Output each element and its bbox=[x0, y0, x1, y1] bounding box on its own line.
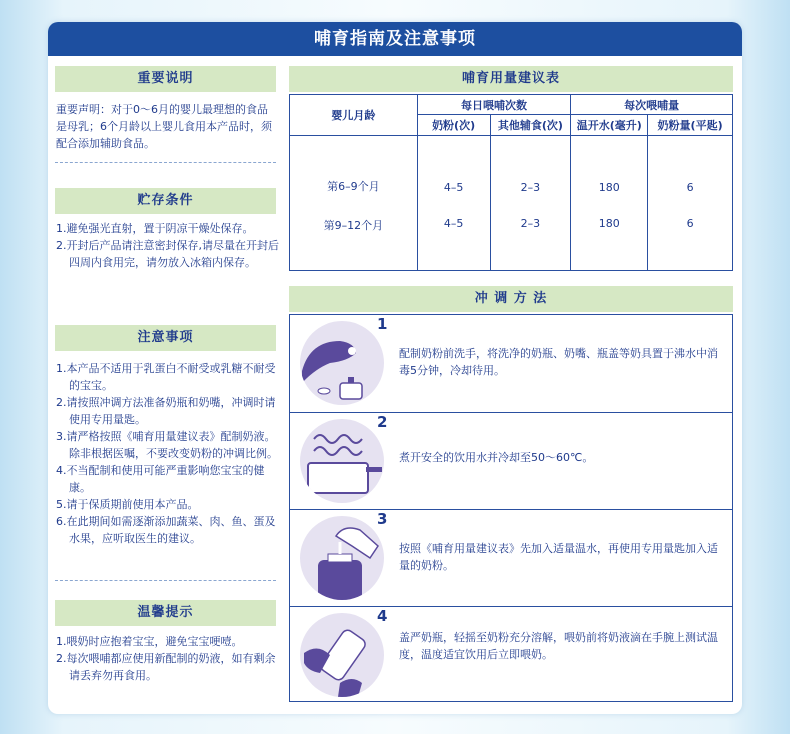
guide-panel bbox=[48, 22, 742, 714]
notes-item: 1.本产品不适用于乳蛋白不耐受或乳糖不耐受的宝宝。 bbox=[56, 362, 276, 392]
notes-item: 3.请严格按照《哺育用量建议表》配制奶液。除非根据医嘱，不要改变奶粉的冲调比例。 bbox=[56, 430, 278, 460]
storage-item: 2.开封后产品请注意密封保存,请尽量在开封后四周内食用完，请勿放入冰箱内保存。 bbox=[56, 239, 279, 269]
notes-item: 6.在此期间如需逐渐添加蔬菜、肉、鱼、蛋及水果，应听取医生的建议。 bbox=[56, 515, 276, 545]
notes-heading: 注意事项 bbox=[55, 325, 276, 351]
important-heading: 重要说明 bbox=[55, 66, 276, 92]
boil-water-illustration bbox=[300, 419, 384, 503]
notes-item: 2.请按照冲调方法准备奶瓶和奶嘴，冲调时请使用专用量匙。 bbox=[56, 396, 276, 426]
step-number: 1 bbox=[377, 315, 388, 333]
prep-step bbox=[290, 315, 732, 412]
storage-heading: 贮存条件 bbox=[55, 188, 276, 214]
shake-bottle-illustration bbox=[300, 613, 384, 697]
notes-item: 4.不当配制和使用可能严重影响您宝宝的健康。 bbox=[56, 464, 265, 494]
prep-steps bbox=[289, 314, 733, 702]
row-age: 第9–12个月 bbox=[290, 204, 418, 270]
row-other: 2–3 bbox=[490, 136, 571, 204]
prep-step bbox=[290, 412, 732, 509]
page-title: 哺育指南及注意事项 bbox=[48, 22, 742, 56]
pour-powder-illustration bbox=[300, 516, 384, 600]
prep-step bbox=[290, 509, 732, 606]
row-milk: 4–5 bbox=[417, 204, 490, 270]
row-other: 2–3 bbox=[490, 204, 571, 270]
col-milk: 奶粉(次) bbox=[417, 115, 490, 136]
row-water: 180 bbox=[571, 136, 648, 204]
step-number: 4 bbox=[377, 607, 388, 625]
row-scoops: 6 bbox=[648, 204, 733, 270]
col-scoops: 奶粉量(平匙) bbox=[648, 115, 733, 136]
step-number: 3 bbox=[377, 510, 388, 528]
feeding-table-heading: 哺育用量建议表 bbox=[289, 66, 733, 92]
step-text: 配制奶粉前洗手，将洗净的奶瓶、奶嘴、瓶盖等奶具置于沸水中消毒5分钟，冷却待用。 bbox=[399, 347, 718, 377]
row-age: 第6–9个月 bbox=[290, 136, 418, 204]
col-age: 婴儿月龄 bbox=[290, 95, 418, 136]
tips-heading: 温馨提示 bbox=[55, 600, 276, 626]
group-per: 每次喂哺量 bbox=[571, 95, 733, 115]
step-text: 盖严奶瓶，轻摇至奶粉充分溶解，喂奶前将奶液滴在手腕上测试温度，温度适宜饮用后立即喂奶。 bbox=[399, 631, 718, 661]
storage-list bbox=[56, 220, 280, 271]
important-text: 重要声明：对于0～6月的婴儿最理想的食品是母乳；6个月龄以上婴儿食用本产品时，须配合添加辅助食品。 bbox=[56, 103, 272, 150]
row-milk: 4–5 bbox=[417, 136, 490, 204]
prep-step bbox=[290, 606, 732, 701]
divider bbox=[55, 580, 276, 581]
notes-list bbox=[56, 360, 278, 547]
row-water: 180 bbox=[571, 204, 648, 270]
tips-list bbox=[56, 633, 278, 684]
wash-hands-illustration bbox=[300, 321, 384, 405]
group-daily: 每日喂哺次数 bbox=[417, 95, 571, 115]
tips-item: 2.每次喂哺都应使用新配制的奶液，如有剩余请丢弃勿再食用。 bbox=[56, 652, 276, 682]
step-number: 2 bbox=[377, 413, 388, 431]
row-scoops: 6 bbox=[648, 136, 733, 204]
divider bbox=[55, 162, 276, 163]
feeding-table bbox=[289, 94, 733, 271]
step-text: 按照《哺育用量建议表》先加入适量温水，再使用专用量匙加入适量的奶粉。 bbox=[399, 542, 718, 572]
col-water: 温开水(毫升) bbox=[571, 115, 648, 136]
col-other: 其他辅食(次) bbox=[490, 115, 571, 136]
step-text: 煮开安全的饮用水并冷却至50～60℃。 bbox=[399, 451, 594, 464]
notes-item: 5.请于保质期前使用本产品。 bbox=[56, 498, 199, 511]
prep-heading: 冲 调 方 法 bbox=[289, 286, 733, 312]
storage-item: 1.避免强光直射，置于阴凉干燥处保存。 bbox=[56, 222, 254, 235]
tips-item: 1.喂奶时应抱着宝宝，避免宝宝哽噎。 bbox=[56, 635, 243, 648]
